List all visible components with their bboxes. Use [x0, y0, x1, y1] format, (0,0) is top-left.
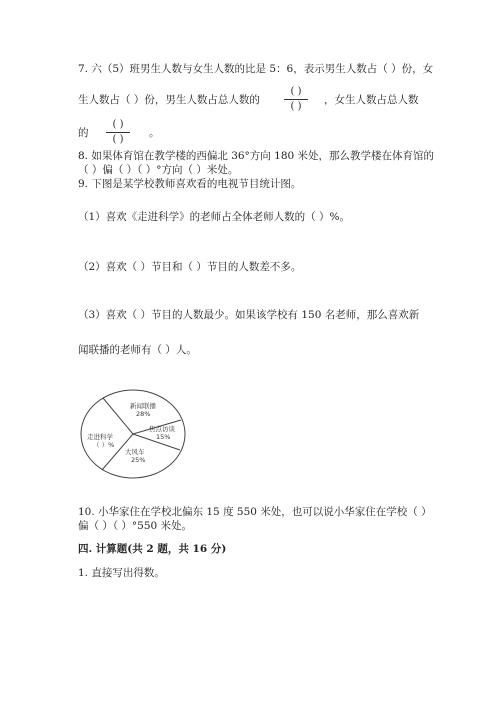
q10-line1: 10. 小华家住在学校北偏东 15 度 550 米处，也可以说小华家住在学校（ ） [78, 506, 432, 518]
q11-line1: 1. 直接写出得数。 [78, 567, 165, 579]
slice-label-science: 走进科学 [87, 433, 113, 441]
fraction-denominator: ( ) [290, 101, 302, 112]
slice-value-news: 28% [136, 410, 151, 418]
q7-line3-start: 的 [78, 127, 89, 139]
q7-line2-end: ，女生人数占总人数 [324, 94, 419, 106]
q9-sub2: （2）喜欢（ ）节目和（ ）节目的人数差不多。 [78, 261, 302, 273]
fraction-numerator: ( ) [112, 119, 124, 130]
fraction-bar [106, 132, 130, 133]
slice-label-cartoon: 大风车 [125, 448, 145, 456]
q7-line2-start: 生人数占（ ）份，男生人数占总人数的 [78, 94, 260, 106]
q8-line2: （ ）偏（ ）（ ）°方向（ ）米处。 [78, 164, 239, 176]
slice-label-news: 新闻联播 [130, 402, 156, 410]
q9-sub3-line2: 闻联播的老师有（ ）人。 [78, 344, 197, 356]
slice-value-cartoon: 25% [131, 456, 146, 464]
pie-chart [78, 388, 188, 480]
q9-intro: 9. 下图是某学校教师喜欢看的电视节目统计图。 [78, 178, 302, 190]
q7-line1: 7. 六（5）班男生人数与女生人数的比是 5：6，表示男生人数占（ ）份，女 [78, 63, 434, 75]
q9-sub3-line1: （3）喜欢（ ）节目的人数最少。如果该学校有 150 名老师，那么喜欢新 [78, 309, 420, 321]
fraction-bar [284, 99, 308, 100]
q9-sub1: （1）喜欢《走进科学》的老师占全体老师人数的（ ）%。 [78, 211, 350, 223]
section-heading: 四. 计算题(共 2 题，共 16 分) [78, 543, 227, 555]
q7-period: 。 [149, 127, 160, 139]
slice-label-focus: 焦点访谈 [149, 425, 175, 433]
slice-value-focus: 15% [156, 433, 171, 441]
fraction-numerator: ( ) [290, 86, 302, 97]
fraction-blank[interactable] [106, 119, 130, 147]
q10-line2: 偏（ ）（ ）°550 米处。 [78, 520, 193, 532]
fraction-denominator: ( ) [112, 134, 124, 145]
q8-line1: 8. 如果体育馆在教学楼的西偏北 36°方向 180 米处，那么教学楼在体育馆的 [78, 150, 435, 162]
fraction-blank[interactable] [284, 86, 308, 114]
slice-value-science: （ ）% [93, 441, 115, 449]
